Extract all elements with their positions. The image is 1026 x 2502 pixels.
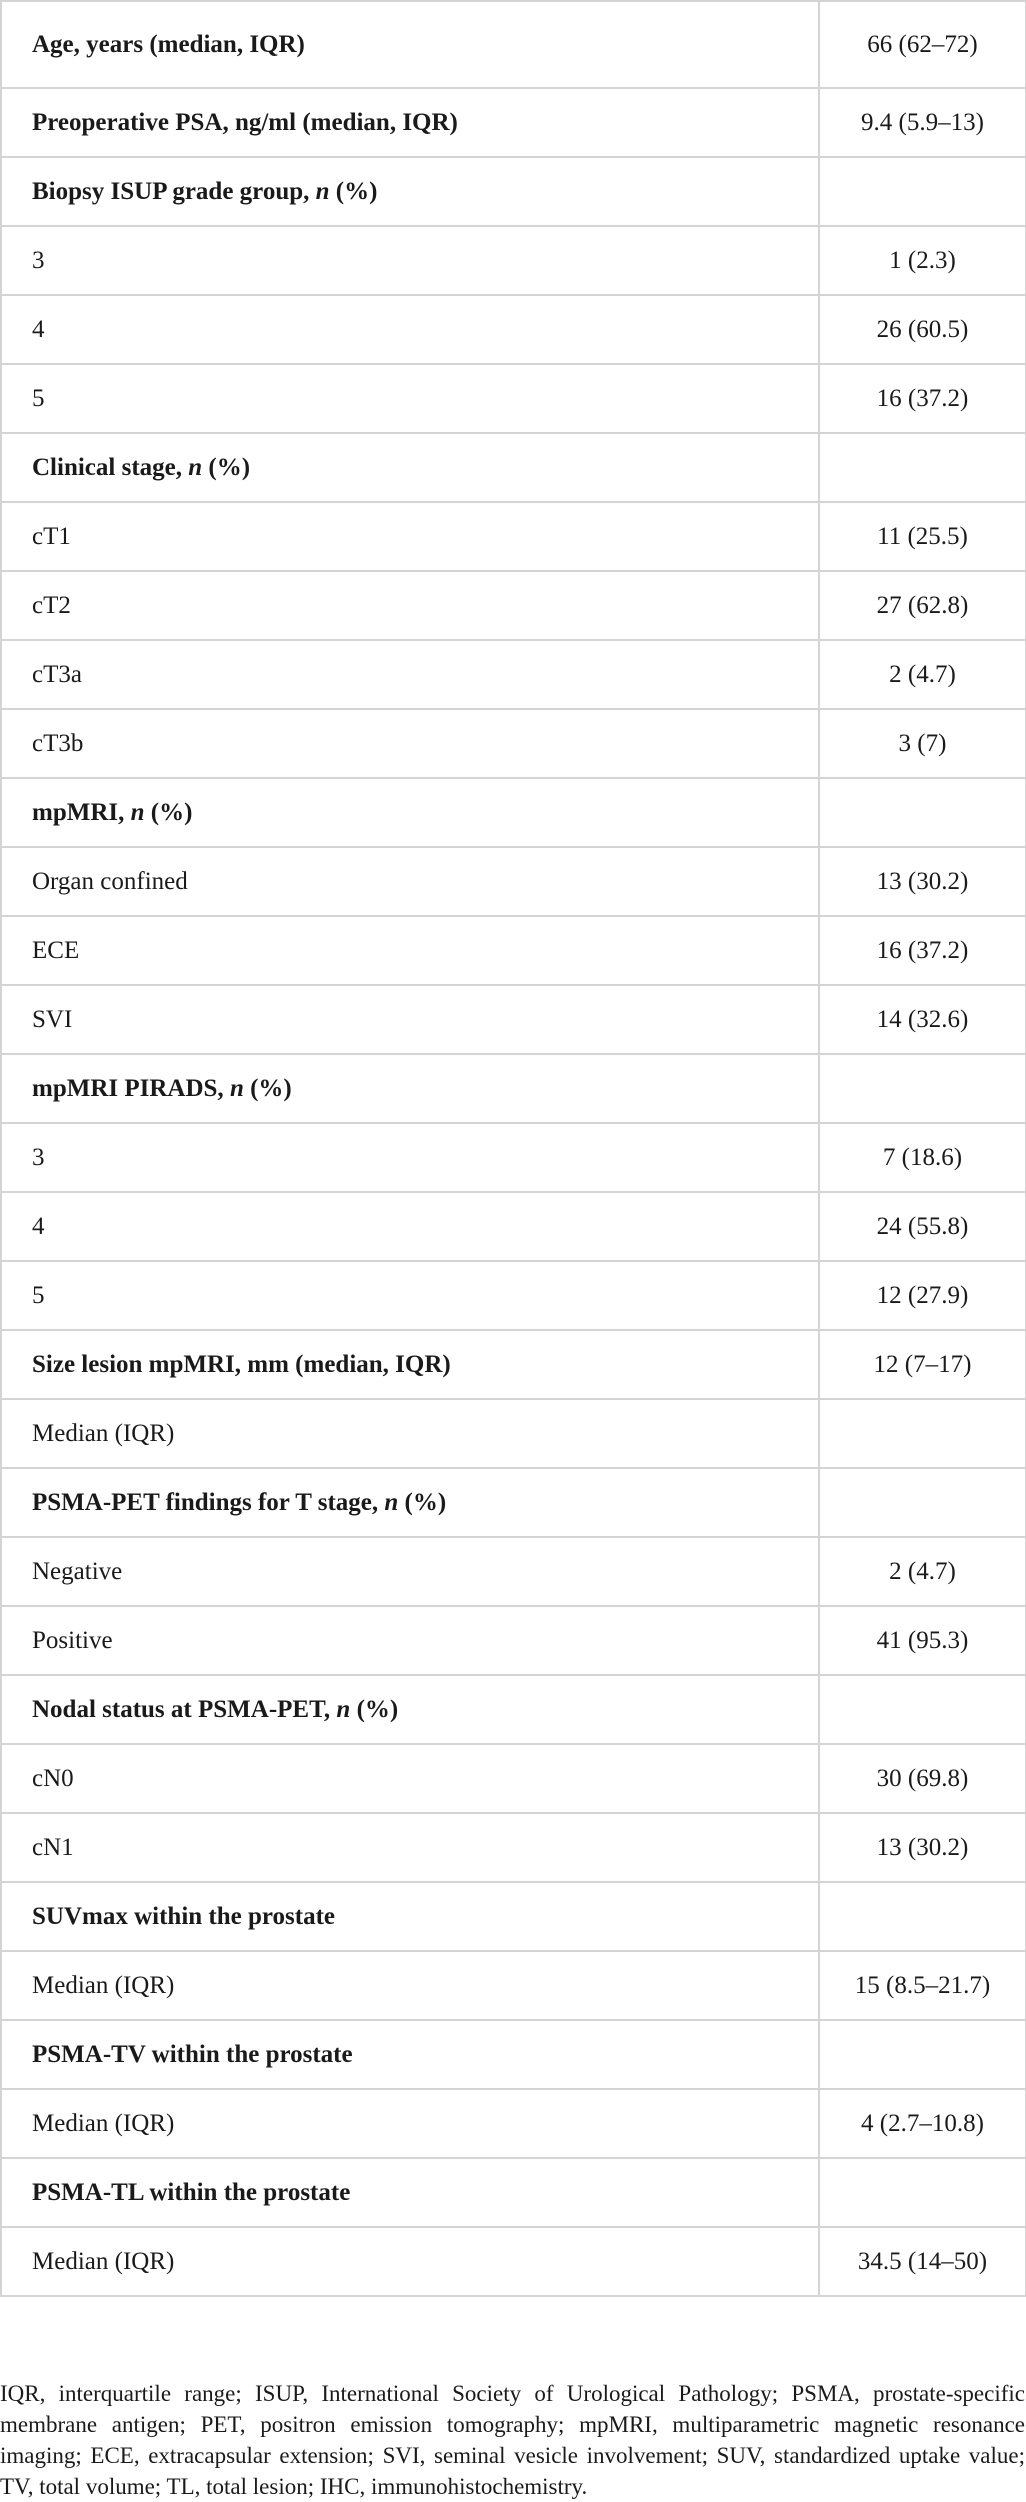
row-label: cN1 (1, 1813, 819, 1882)
row-label (1, 157, 819, 226)
row-value: 1 (2.3) (819, 226, 1026, 295)
row-value: 12 (7–17) (819, 1330, 1026, 1399)
row-label: cN0 (1, 1744, 819, 1813)
row-label-unit: (%) (398, 1488, 447, 1516)
table-row (1, 571, 1026, 640)
row-label: Median (IQR) (1, 1951, 819, 2020)
table-row (1, 364, 1026, 433)
row-value: 27 (62.8) (819, 571, 1026, 640)
row-label-n: n (188, 453, 203, 481)
row-label-n: n (384, 1488, 399, 1516)
table-section-row (1, 1675, 1026, 1744)
row-label: 3 (1, 1123, 819, 1192)
table-section-row (1, 2020, 1026, 2089)
row-label (1, 778, 819, 847)
row-label: SUVmax within the prostate (1, 1882, 819, 1951)
row-value (819, 1468, 1026, 1537)
row-value (819, 2158, 1026, 2227)
table-row (1, 1399, 1026, 1468)
row-value: 30 (69.8) (819, 1744, 1026, 1813)
row-label (1, 1054, 819, 1123)
row-label-unit: (%) (243, 1074, 292, 1102)
row-value: 66 (62–72) (819, 1, 1026, 88)
row-value (819, 778, 1026, 847)
row-label: 5 (1, 364, 819, 433)
row-label-text: Biopsy ISUP grade group, (32, 177, 316, 205)
table-row (1, 502, 1026, 571)
row-label-text: mpMRI PIRADS, (32, 1074, 230, 1102)
row-value: 9.4 (5.9–13) (819, 88, 1026, 157)
row-value: 34.5 (14–50) (819, 2227, 1026, 2296)
table-row (1, 1261, 1026, 1330)
table-section-row (1, 88, 1026, 157)
row-label: Age, years (median, IQR) (1, 1, 819, 88)
row-label: Negative (1, 1537, 819, 1606)
row-value: 24 (55.8) (819, 1192, 1026, 1261)
row-label (1, 1675, 819, 1744)
row-value: 11 (25.5) (819, 502, 1026, 571)
row-label: Preoperative PSA, ng/ml (median, IQR) (1, 88, 819, 157)
row-label: PSMA-TL within the prostate (1, 2158, 819, 2227)
table-section-row (1, 1468, 1026, 1537)
row-value (819, 157, 1026, 226)
table-section-row (1, 433, 1026, 502)
row-label-unit: (%) (350, 1695, 399, 1723)
row-label: cT3b (1, 709, 819, 778)
row-value: 12 (27.9) (819, 1261, 1026, 1330)
row-label-text: Clinical stage, (32, 453, 189, 481)
table-row (1, 2227, 1026, 2296)
row-label: ECE (1, 916, 819, 985)
table-row (1, 1951, 1026, 2020)
row-value: 4 (2.7–10.8) (819, 2089, 1026, 2158)
row-label-n: n (315, 177, 330, 205)
row-label: Median (IQR) (1, 2227, 819, 2296)
row-label (1, 433, 819, 502)
row-label: 5 (1, 1261, 819, 1330)
table-row (1, 916, 1026, 985)
table-footnote: IQR, interquartile range; ISUP, International Society of Urological Pathology; PSMA, prostate-specific membrane antigen; PET, positron emission tomography; mpMRI, multiparametric magnetic resonance imaging; ECE, extracapsular extension; SVI, seminal vesicle involvement; SUV, standardized uptake value; TV, total volume; TL, total lesion; IHC, immunohistochemistry. (0, 2381, 1025, 2499)
row-label: 4 (1, 1192, 819, 1261)
table-section-row (1, 1330, 1026, 1399)
row-label: Size lesion mpMRI, mm (median, IQR) (1, 1330, 819, 1399)
table-row (1, 640, 1026, 709)
table-row (1, 1537, 1026, 1606)
row-label: SVI (1, 985, 819, 1054)
table-section-row (1, 1, 1026, 88)
row-label-n: n (336, 1695, 351, 1723)
table-section-row (1, 2158, 1026, 2227)
table-row (1, 847, 1026, 916)
row-value: 15 (8.5–21.7) (819, 1951, 1026, 2020)
row-value: 41 (95.3) (819, 1606, 1026, 1675)
row-value: 3 (7) (819, 709, 1026, 778)
row-label-text: PSMA-PET findings for T stage, (32, 1488, 385, 1516)
row-value: 2 (4.7) (819, 640, 1026, 709)
table-row (1, 1744, 1026, 1813)
table-section-row (1, 778, 1026, 847)
row-value (819, 1675, 1026, 1744)
table-row (1, 2089, 1026, 2158)
row-value (819, 433, 1026, 502)
table-body (1, 1, 1026, 2296)
row-label-n: n (130, 798, 145, 826)
row-value (819, 2020, 1026, 2089)
row-label: PSMA-TV within the prostate (1, 2020, 819, 2089)
row-label (1, 1468, 819, 1537)
row-label-unit: (%) (202, 453, 251, 481)
table-row (1, 295, 1026, 364)
table-section-row (1, 1054, 1026, 1123)
row-value: 14 (32.6) (819, 985, 1026, 1054)
row-value: 2 (4.7) (819, 1537, 1026, 1606)
table-section-row (1, 157, 1026, 226)
table-row (1, 1192, 1026, 1261)
row-label: Organ confined (1, 847, 819, 916)
row-label: Median (IQR) (1, 1399, 819, 1468)
row-value: 13 (30.2) (819, 1813, 1026, 1882)
row-label-unit: (%) (329, 177, 378, 205)
table-row (1, 985, 1026, 1054)
row-label: 4 (1, 295, 819, 364)
row-label-text: mpMRI, (32, 798, 131, 826)
row-label-text: Nodal status at PSMA-PET, (32, 1695, 337, 1723)
row-label: cT3a (1, 640, 819, 709)
table-row (1, 1123, 1026, 1192)
row-label: Positive (1, 1606, 819, 1675)
row-value (819, 1882, 1026, 1951)
row-value (819, 1054, 1026, 1123)
row-label: cT2 (1, 571, 819, 640)
row-value: 16 (37.2) (819, 916, 1026, 985)
row-value (819, 1399, 1026, 1468)
table-row (1, 1606, 1026, 1675)
table-row (1, 1813, 1026, 1882)
row-value: 7 (18.6) (819, 1123, 1026, 1192)
row-label: 3 (1, 226, 819, 295)
row-label: cT1 (1, 502, 819, 571)
row-value: 26 (60.5) (819, 295, 1026, 364)
table-row (1, 226, 1026, 295)
row-label: Median (IQR) (1, 2089, 819, 2158)
row-label-unit: (%) (144, 798, 193, 826)
row-value: 16 (37.2) (819, 364, 1026, 433)
row-value: 13 (30.2) (819, 847, 1026, 916)
table-row (1, 709, 1026, 778)
table-section-row (1, 1882, 1026, 1951)
row-label-n: n (229, 1074, 244, 1102)
